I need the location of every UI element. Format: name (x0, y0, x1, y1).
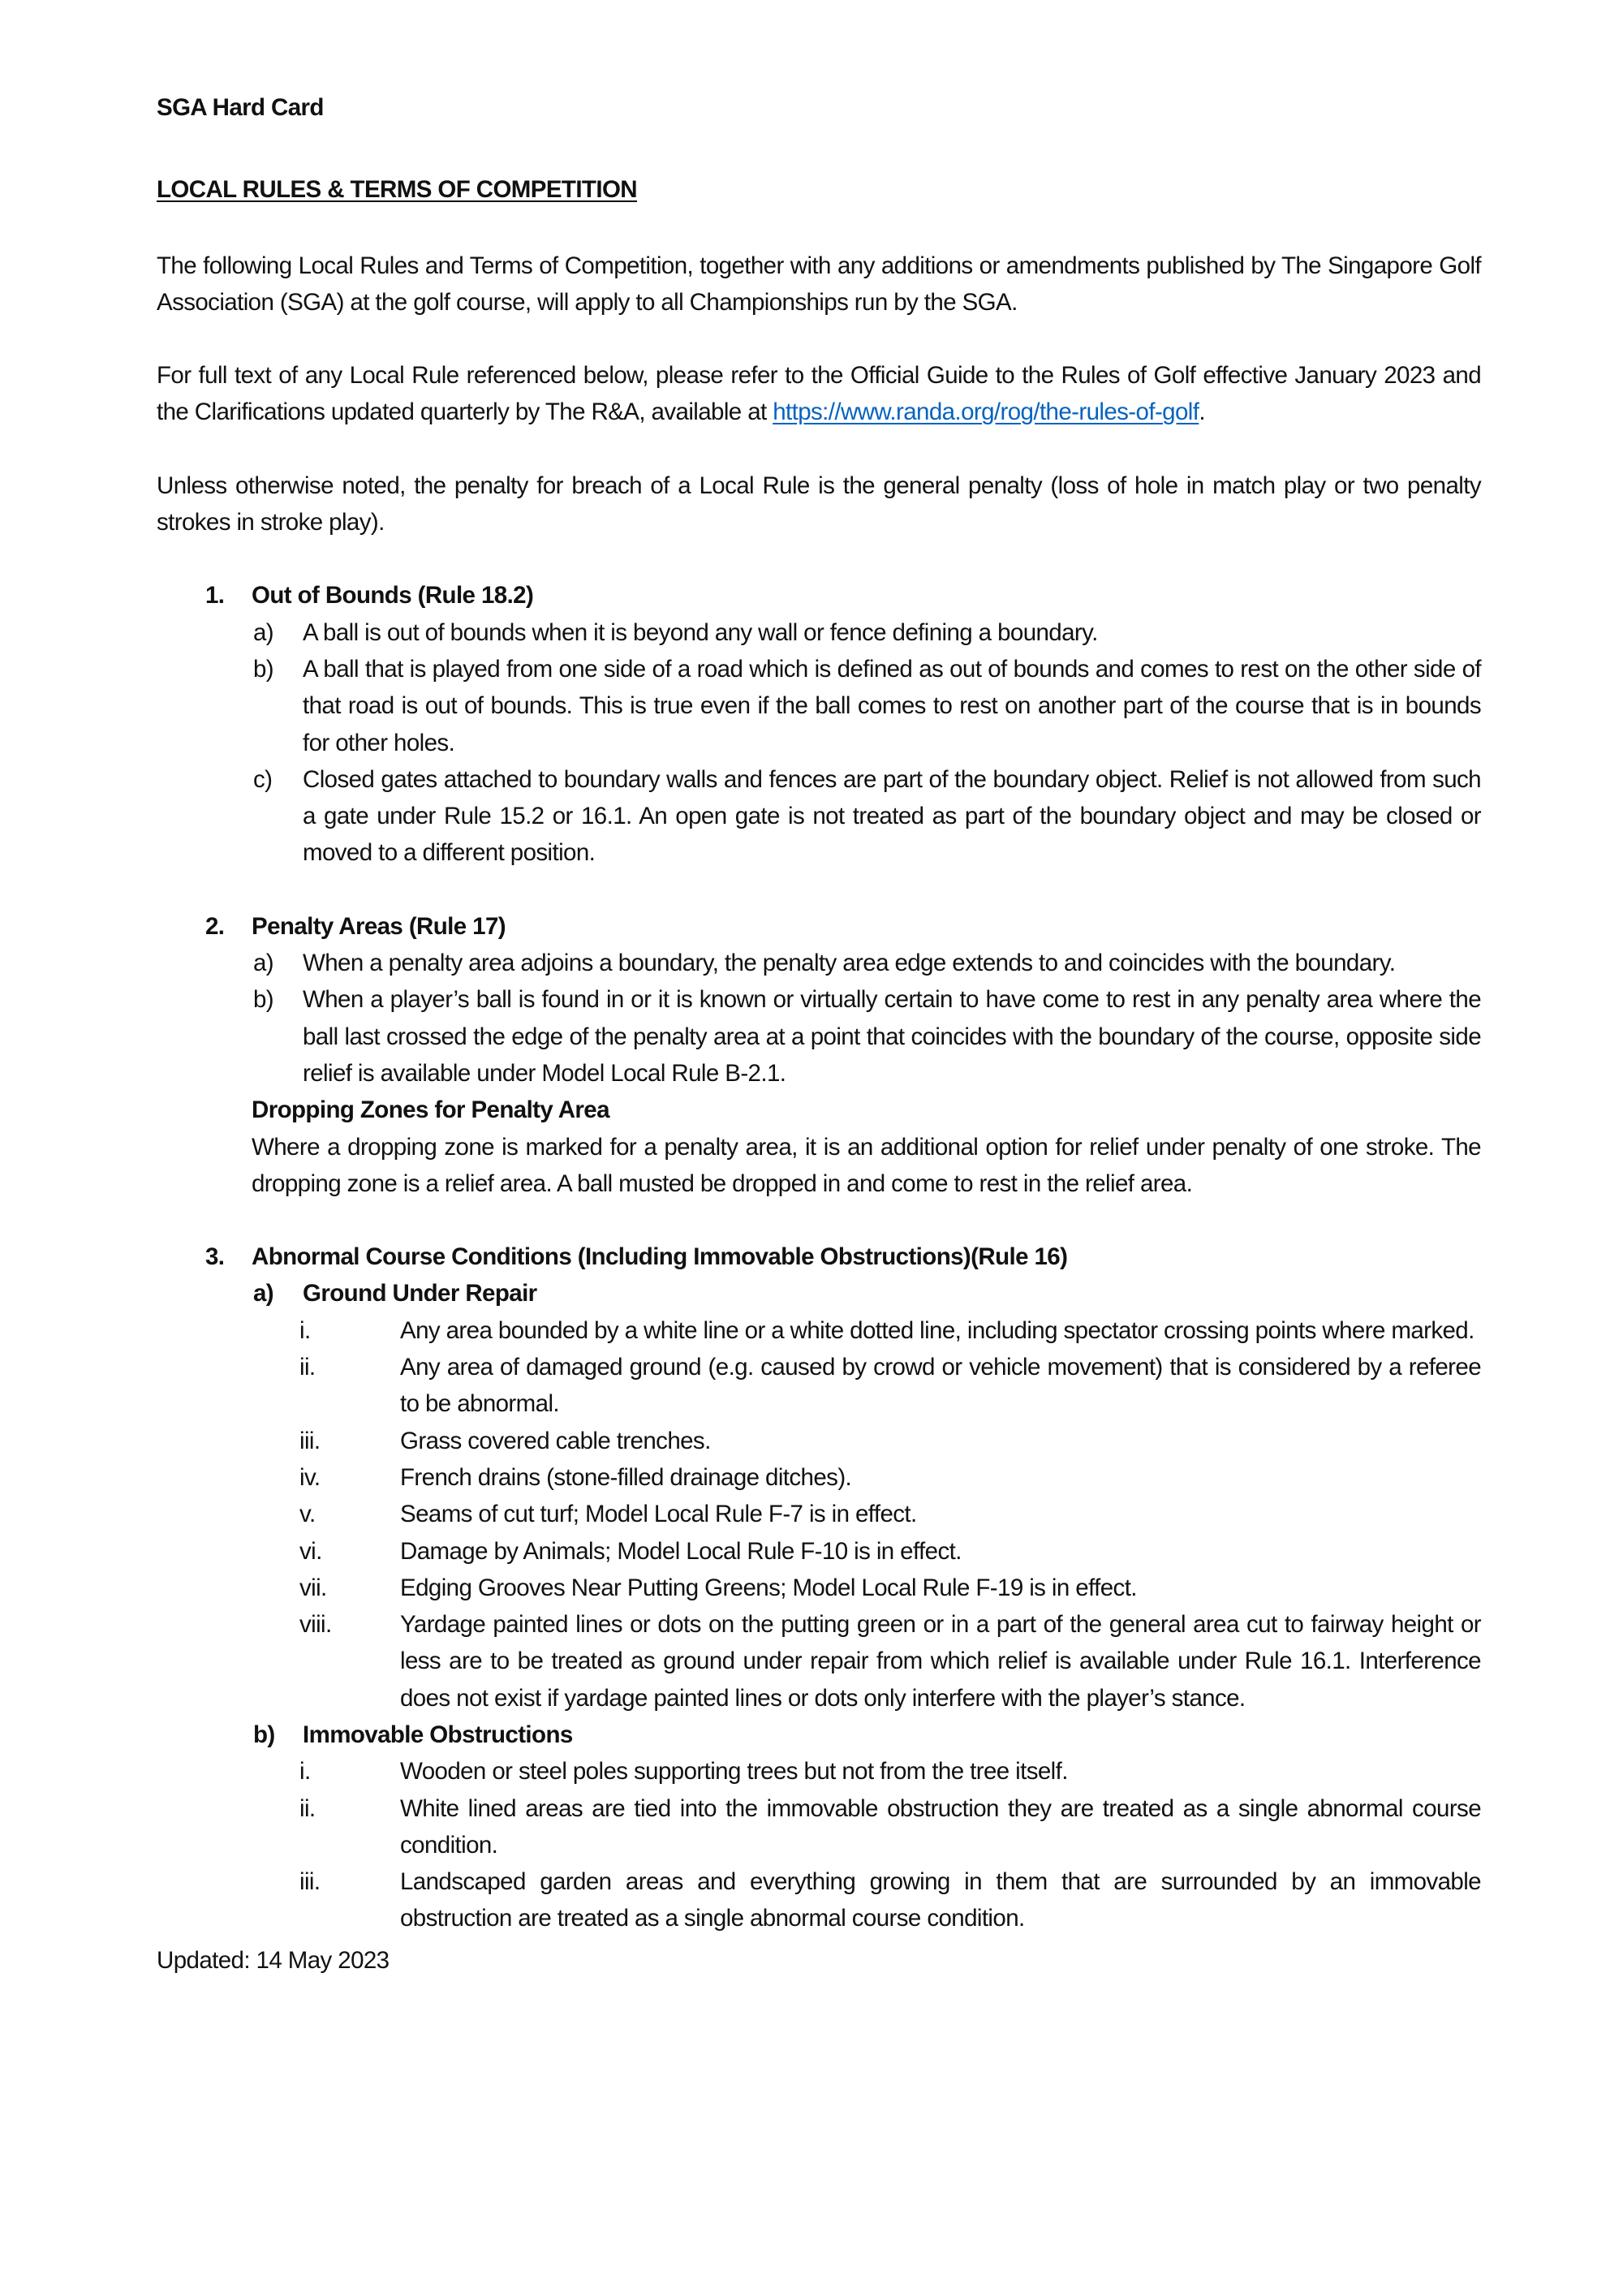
item-text: Yardage painted lines or dots on the putting green or in a part of the general area cut to fairway height or less are to be treated as ground under repair from which relief is available under Rule 16.1. Interference does not exist if yardage painted lines or dots only interfere with the player’s stance. (400, 1611, 1481, 1712)
item-text: Any area bounded by a white line or a white dotted line, including spectator crossing points where marked. (400, 1316, 1474, 1344)
dropping-zones-heading: Dropping Zones for Penalty Area (252, 1096, 609, 1124)
list-item (157, 651, 1481, 761)
item-label: b) (253, 655, 274, 683)
item-text: When a player’s ball is found in or it is known or virtually certain to have come to rest in any penalty area where the ball last crossed the edge of the penalty area at a point that coincides with the boundary of the course, opposite side relief is available under Model Local Rule B-2.1. (303, 986, 1481, 1087)
list-item (299, 1753, 1481, 1790)
item-label: vi. (299, 1537, 322, 1565)
subsection-heading-ground-under-repair (157, 1275, 1481, 1312)
item-label: a) (253, 618, 274, 646)
document-subtitle: LOCAL RULES & TERMS OF COMPETITION (157, 176, 637, 204)
dropping-zones-text: Where a dropping zone is marked for a penalty area, it is an additional option for relief under penalty of one stroke. The dropping zone is a relief area. A ball musted be dropped in and come to rest in the relief area. (252, 1133, 1481, 1197)
item-label: b) (253, 986, 274, 1014)
section-out-of-bounds (157, 577, 1481, 871)
section-title: Abnormal Course Conditions (Including Immovable Obstructions)(Rule 16) (252, 1243, 1068, 1271)
list-item (157, 761, 1481, 872)
item-text: A ball that is played from one side of a road which is defined as out of bounds and comes to rest on the other side of that road is out of bounds. This is true even if the ball comes to rest on another part of the course that is in bounds for other holes. (303, 655, 1481, 756)
rules-of-golf-link[interactable]: https://www.randa.org/rog/the-rules-of-golf (773, 398, 1199, 426)
item-label: v. (299, 1501, 316, 1528)
list-item (299, 1533, 1481, 1570)
updated-date: Updated: 14 May 2023 (157, 1946, 390, 1974)
item-text: Any area of damaged ground (e.g. caused by crowd or vehicle movement) that is considered by a referee to be abnormal. (400, 1354, 1481, 1418)
section-abnormal-course-conditions (157, 1238, 1481, 1937)
list-item (299, 1349, 1481, 1423)
item-label: i. (299, 1316, 311, 1344)
section-number: 3. (205, 1243, 225, 1271)
list-item (157, 945, 1481, 981)
item-label: iii. (299, 1868, 321, 1896)
item-text: French drains (stone-filled drainage ditches). (400, 1463, 852, 1491)
item-text: Wooden or steel poles supporting trees but not from the tree itself. (400, 1758, 1068, 1786)
document-page (157, 89, 1481, 1979)
subsection-heading-immovable-obstructions (157, 1717, 1481, 1753)
item-label: c) (253, 765, 273, 793)
section-title: Penalty Areas (Rule 17) (252, 912, 506, 940)
intro-paragraph: The following Local Rules and Terms of Competition, together with any additions or amendments published by The Singapore Golf Association (SGA) at the golf course, will apply to all Championships run by the SGA. (157, 252, 1481, 316)
list-item (299, 1570, 1481, 1606)
item-text: White lined areas are tied into the immovable obstruction they are treated as a single abnormal course condition. (400, 1794, 1481, 1859)
list-item (157, 614, 1481, 651)
item-text: Closed gates attached to boundary walls and fences are part of the boundary object. Relief is not allowed from such a gate under Rule 15.2 or 16.1. An open gate is not treated as part of the boundary object and may be closed or moved to a different position. (303, 765, 1481, 867)
section-title: Out of Bounds (Rule 18.2) (252, 582, 534, 610)
list-item (157, 981, 1481, 1092)
list-item (299, 1863, 1481, 1937)
item-label: vii. (299, 1574, 327, 1601)
document-title: SGA Hard Card (157, 94, 324, 121)
reference-trailing: . (1199, 398, 1205, 426)
item-text: A ball is out of bounds when it is beyond any wall or fence defining a boundary. (303, 618, 1098, 646)
list-item (299, 1459, 1481, 1496)
item-text: Edging Grooves Near Putting Greens; Model Local Rule F-19 is in effect. (400, 1574, 1137, 1601)
item-label: iv. (299, 1463, 321, 1491)
item-text: Damage by Animals; Model Local Rule F-10 is in effect. (400, 1537, 962, 1565)
section-number: 1. (205, 582, 225, 610)
reference-paragraph (157, 357, 1481, 431)
section-penalty-areas (157, 908, 1481, 1202)
item-label: ii. (299, 1354, 316, 1381)
section-heading (157, 908, 1481, 945)
penalty-paragraph: Unless otherwise noted, the penalty for breach of a Local Rule is the general penalty (loss of hole in match play or two penalty strokes in stroke play). (157, 472, 1481, 536)
item-label: a) (253, 950, 274, 977)
item-label: i. (299, 1758, 311, 1786)
section-number: 2. (205, 912, 225, 940)
reference-text: For full text of any Local Rule referenced below, please refer to the Official Guide to the Rules of Golf effective January 2023 and the Clarifications updated quarterly by The R&A, available at (157, 362, 1481, 426)
section-heading (157, 1238, 1481, 1275)
list-item (299, 1496, 1481, 1532)
item-label: ii. (299, 1794, 316, 1822)
list-item (299, 1606, 1481, 1717)
list-item (299, 1790, 1481, 1864)
list-item (299, 1423, 1481, 1459)
section-heading (157, 577, 1481, 614)
item-text: Seams of cut turf; Model Local Rule F-7 is in effect. (400, 1501, 917, 1528)
item-text: Grass covered cable trenches. (400, 1427, 711, 1454)
subsection-label: b) (253, 1721, 275, 1748)
item-text: When a penalty area adjoins a boundary, the penalty area edge extends to and coincides with the boundary. (303, 950, 1396, 977)
subsection-label: a) (253, 1280, 274, 1307)
subsection-title: Immovable Obstructions (303, 1721, 573, 1748)
item-label: iii. (299, 1427, 321, 1454)
subsection-title: Ground Under Repair (303, 1280, 537, 1307)
list-item (299, 1312, 1481, 1349)
item-label: viii. (299, 1611, 332, 1639)
item-text: Landscaped garden areas and everything growing in them that are surrounded by an immovable obstruction are treated as a single abnormal course condition. (400, 1868, 1481, 1932)
